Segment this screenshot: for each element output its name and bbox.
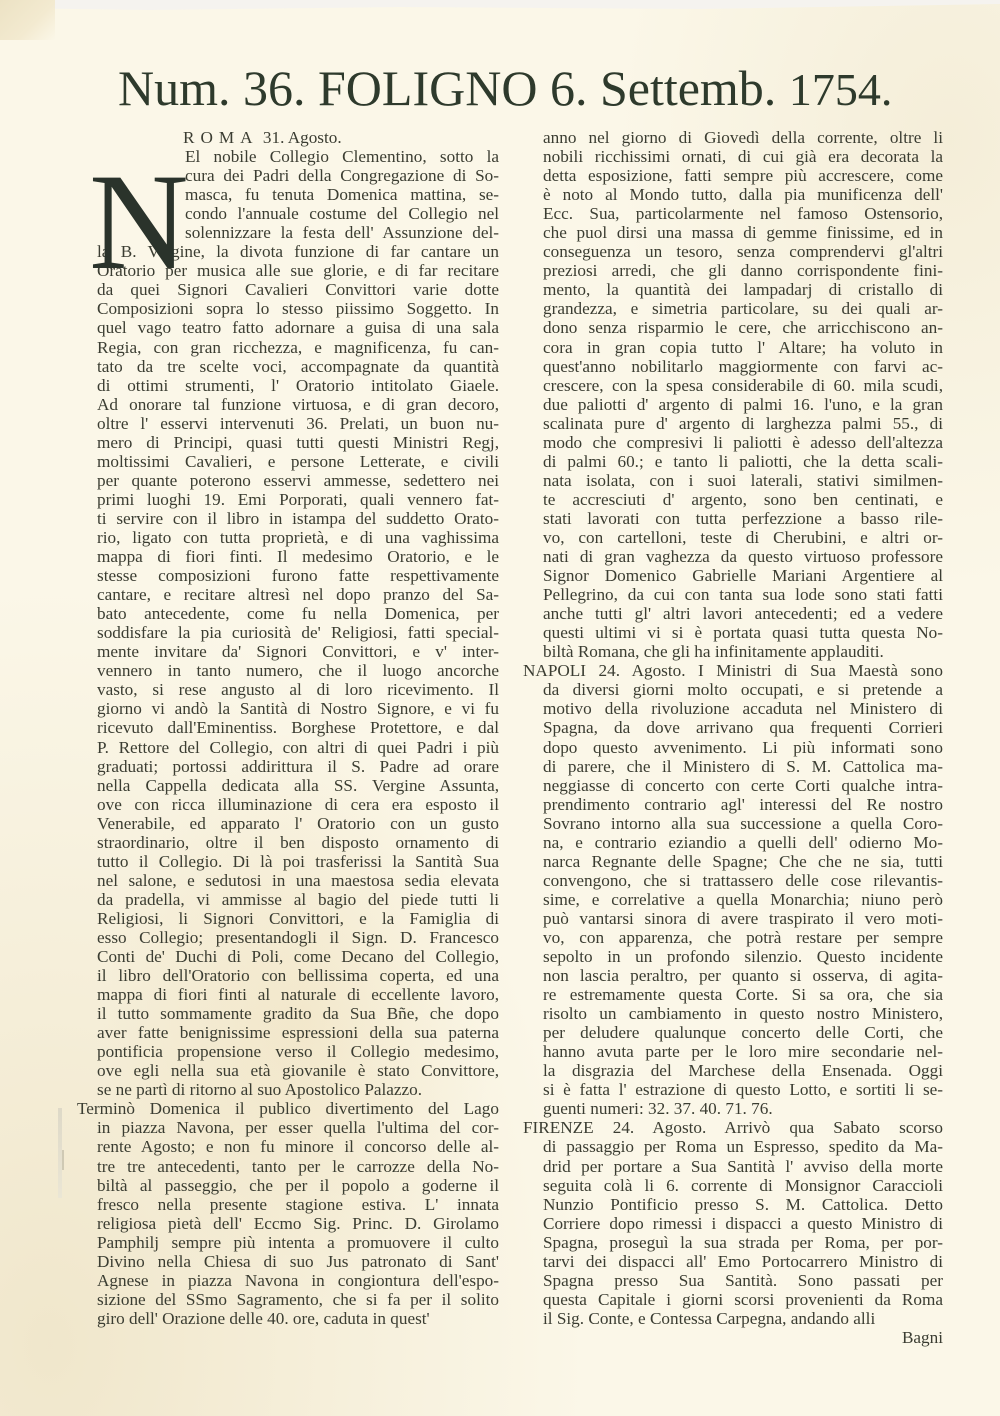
text-line: Sovrano intorno alla sua successione a quella Coro- <box>543 813 943 833</box>
text-line: guenti numeri: 32. 37. 40. 71. 76. <box>543 1099 773 1119</box>
text-line: masca, fu tenuta Domenica mattina, se- <box>185 185 499 205</box>
text-line: ove egli nella sua età giovanile è stato Convittore, <box>97 1061 499 1081</box>
text-line: condo l'annuale costume del Collegio nel <box>185 204 499 224</box>
text-line: sizione del SSmo Sagramento, che si fa per il solito <box>97 1289 499 1309</box>
text-line: la B. Vergine, la divota funzione di far cantare un <box>97 242 499 262</box>
text-line: vo, con cartelloni, teste di Cherubini, e altri or- <box>543 527 943 547</box>
issue-number: Num. 36. <box>118 60 306 116</box>
catchword: Bagni <box>901 1327 943 1347</box>
text-line: Religiosi, li Signori Convittori, e la Famiglia di <box>97 908 499 928</box>
text-line: vasto, si rese angusto al di loro ricevimento. Il <box>97 680 499 700</box>
text-line: quest'anno nobilitarlo maggiormente con farvi ac- <box>543 356 943 376</box>
text-line: tre tre antecedenti, tanto per le carrozze della No- <box>97 1156 499 1176</box>
text-line: per quante poterono esservi ammesse, sedettero nei <box>97 470 499 490</box>
text-line: te accresciuti d' argento, sono ben centinati, e <box>543 489 943 509</box>
text-line: di parere, che il Ministero di S. M. Cattolica ma- <box>543 756 943 776</box>
text-line: stati lavorati con tutta perfezzione a basso rile- <box>543 508 943 528</box>
dateline-firenze: FIRENZE 24. Agosto. Arrivò qua Sabato scorso <box>523 1118 943 1138</box>
text-line: modo che compresivi li paliotti è adesso dell'altezza <box>543 432 943 452</box>
text-line: ti servire con il libro in istampa del suddetto Orato- <box>97 508 499 528</box>
text-line: Spagna, da dove arrivano qua frequenti Corrieri <box>543 718 943 738</box>
text-line: Regia, con gran ricchezza, e magnificenza, fu can- <box>97 337 499 357</box>
text-line: cura dei Padri della Congregazione di So- <box>185 166 499 186</box>
text-line: scalinata pure d' argento di larghezza palmi 55., di <box>543 413 943 433</box>
text-line: graduati; portossi addirittura il S. Padre ad orare <box>97 756 499 776</box>
text-line: vennero in tanto numero, che il luogo ancorche <box>97 661 499 681</box>
roma-article-lago <box>77 1099 499 1328</box>
text-line: seguita colà li 6. corrente di Monsignor Caraccioli <box>543 1175 943 1195</box>
text-line: vo, con apparenza, che potrà restare per sempre <box>543 927 943 947</box>
text-line: drid per portare a Sua Santità l' avviso della morte <box>543 1156 943 1176</box>
text-line: tato da tre scelte voci, accompagnate da quantità <box>97 356 499 376</box>
text-line: risolto un cambiamento in questo nostro Ministero, <box>543 1004 943 1024</box>
text-line: Ad onorare tal funzione virtuosa, e di gran decoro, <box>97 394 499 414</box>
text-line: primi luoghi 19. Emi Porporati, quali vennero fat- <box>97 489 499 509</box>
text-line: due paliotti d' argento di palmi 16. l'uno, e la gran <box>543 394 943 414</box>
text-line: convengono, che si trattassero delle cose rilevantis- <box>543 870 943 890</box>
text-line: Venerabile, ed apparato l' Oratorio con un gusto <box>97 813 499 833</box>
text-line: il libro dell'Oratorio con bellissima coperta, ed una <box>97 966 499 986</box>
text-line: per deludere qualunque concerto delle Corti, che <box>543 1023 943 1043</box>
text-line: re estremamente questa Corte. Si sa ora, che sia <box>543 985 943 1005</box>
text-line: questa Capitale i giorni scorsi provenienti da Roma <box>543 1289 943 1309</box>
text-line: hanno avuta parte per le loro mire secondarie nel- <box>543 1042 943 1062</box>
text-line: Divino nella Chiesa di suo Jus patronato di Sant' <box>97 1251 499 1271</box>
text-line: rio, ligato con tutta proprietà, e di una vaghissima <box>97 527 499 547</box>
text-line: il tutto sommamente gradito da Sua Bñe, che dopo <box>97 1004 499 1024</box>
text-line: da diversi giorni molto occupati, e si pretende a <box>543 680 943 700</box>
text-line: biltà Romana, che gli ha infinitamente applauditi. <box>543 642 884 662</box>
text-line: Nunzio Pontificio presso S. M. Cattolica. Detto <box>543 1194 943 1214</box>
text-line: in piazza Navona, per esser quella l'ultima del cor- <box>97 1118 499 1138</box>
text-line: preziosi arredi, che gli danno corrispondente fini- <box>543 261 943 281</box>
text-line: P. Rettore del Collegio, con altri di quei Padri i più <box>97 737 499 757</box>
text-line: bato antecedente, come fu nella Domenica, per <box>97 604 499 624</box>
text-line: Conti de' Duchi di Poli, come Decano del Collegio, <box>97 947 499 967</box>
text-line: mento, la quantità dei lampadarj di cristallo di <box>543 280 943 300</box>
text-line: detta esposizione, fatti sempre più accrescere, come <box>543 166 943 186</box>
text-line: prendimento contrario agl' interessi del Re nostro <box>543 794 943 814</box>
text-line: oltre l' esservi intervenuti 36. Prelati, un buon nu- <box>97 413 499 433</box>
text-line: ricevuto dall'Eminentiss. Borghese Protettore, e dal <box>97 718 499 738</box>
text-line: sime, e correlative a quella Monarchia; niuno però <box>543 889 943 909</box>
text-line: ove con ricca illuminazione di cera era esposto il <box>97 794 499 814</box>
text-line: tarvi dei dispacci all' Emo Portocarrero Ministro di <box>543 1251 943 1271</box>
text-line: da quei Signori Cavalieri Convittori varie dotte <box>97 280 499 300</box>
text-line: il Sig. Conte, e Contessa Carpegna, andando alli <box>543 1308 876 1328</box>
text-line: cora in gran copia tutto l' Altare; ha voluto in <box>543 337 943 357</box>
masthead <box>118 58 918 118</box>
text-line: moltissimi Cavalieri, e persone Letterate, e civili <box>97 451 499 471</box>
dropcap-letter: N <box>89 145 189 299</box>
text-line: nobili ricchissimi ornati, di cui già era decorata la <box>543 147 943 167</box>
text-line: mappa di fiori finti. Il medesimo Oratorio, e le <box>97 547 499 567</box>
text-line: se ne partì di ritorno al suo Apostolico Palazzo. <box>97 1080 423 1100</box>
text-line: si è fatta l' estrazione di questo Lotto, e sortiti li se- <box>543 1080 943 1100</box>
left-column <box>77 128 499 1328</box>
text-line: nel salone, e sedutosi in una maestosa sedia elevata <box>97 870 499 890</box>
masthead-date: 6. Settemb. <box>549 60 777 116</box>
text-line: Pellegrino, da cui con tanta sua lode sono stati fatti <box>543 585 943 605</box>
text-line: quel vago teatro fatto adornare a guisa di una sala <box>97 318 499 338</box>
dateline-place: ROMA <box>183 128 259 147</box>
text-line: Agnese in piazza Navona in congiontura dell'espo- <box>97 1270 499 1290</box>
text-line: Pamphilj sempre più intenta a promuovere il culto <box>97 1232 499 1252</box>
text-line: di palmi 60.; e tanto li paliotti, che la detta scali- <box>543 451 943 471</box>
text-line: Spagna, proseguì la sua strada per Roma, per por- <box>543 1232 943 1252</box>
text-line: non lascia peraltro, per quanto si osserva, di agita- <box>543 966 943 986</box>
text-line: narca Regnante delle Spagne; Che che ne sia, tutti <box>543 851 943 871</box>
text-line: aver fatte benignissime espressioni della sua paterna <box>97 1023 499 1043</box>
text-line: Spagna presso Sua Santità. Sono passati per <box>543 1270 943 1290</box>
text-line: neggiasse di concerto con certe Corti qualche intra- <box>543 775 943 795</box>
text-line: fresco nella presente stagione estiva. L' innata <box>97 1194 499 1214</box>
right-column <box>523 128 943 1347</box>
text-line: pontificia propensione verso il Collegio medesimo, <box>97 1042 499 1062</box>
text-line: crescere, con la spesa considerabile di 60. mila scudi, <box>543 375 943 395</box>
text-line: sepolto in un profondo silenzio. Questo incidente <box>543 947 943 967</box>
paper-corner-stain <box>0 0 55 40</box>
margin-mark <box>62 1150 64 1170</box>
text-line: Terminò Domenica il publico divertimento del Lago <box>77 1099 499 1119</box>
text-line: Ecc. Sua, particolarmente nel famoso Ostensorio, <box>543 204 943 224</box>
dateline-napoli: NAPOLI 24. Agosto. I Ministri di Sua Maestà sono <box>523 661 943 681</box>
masthead-year: 1754. <box>788 64 893 115</box>
text-line: conseguenza un tesoro, senza comprendervi gl'altri <box>543 242 943 262</box>
text-line: mente invitare da' Signori Convittori, e v' inter- <box>97 642 499 662</box>
text-line: cantare, e recitare altresì nel dopo pranzo del Sa- <box>97 585 499 605</box>
text-line: mero di Principi, quasi tutti questi Ministri Regj, <box>97 432 499 452</box>
text-line: nati di gran vaghezza da questo virtuoso professore <box>543 547 943 567</box>
text-line: Signor Domenico Gabrielle Mariani Argentiere al <box>543 566 943 586</box>
text-line: di ottimi strumenti, l' Oratorio intitolato Giaele. <box>97 375 499 395</box>
text-line: giro dell' Orazione delle 40. ore, caduta in quest' <box>97 1308 430 1328</box>
text-line: na, e contrario eziandio a quelli dell' odierno Mo- <box>543 832 943 852</box>
text-line: di passaggio per Roma un Espresso, spedito da Ma- <box>543 1137 943 1157</box>
text-line: Composizioni sopra lo stesso piissimo Soggetto. In <box>97 299 499 319</box>
text-line: mappa di fiori finti al naturale di eccellente lavoro, <box>97 985 499 1005</box>
text-line: straordinario, oltre il ben disposto ornamento di <box>97 832 499 852</box>
text-line: questi ultimi vi si è portata quasi tutta questa No- <box>543 623 943 643</box>
text-line: Oratorio per musica alle sue glorie, e di far recitare <box>97 261 499 281</box>
text-line: rente Agosto; e non fu minore il concorso delle al- <box>97 1137 499 1157</box>
text-line: motivo della rivoluzione accaduta nel Ministero di <box>543 699 943 719</box>
masthead-city: FOLIGNO <box>318 60 538 116</box>
text-line: dono senza risparmio le cere, che arricchiscono an- <box>543 318 943 338</box>
text-line: esso Collegio; presentandogli il Sign. D. Francesco <box>97 927 499 947</box>
text-line: nata isolata, con i suoi laterali, stativi similmen- <box>543 470 943 490</box>
text-line: religiosa pietà dell' Eccmo Sig. Princ. D. Girolamo <box>97 1213 499 1233</box>
text-line: biltà al passeggio, che per il popolo a goderne il <box>97 1175 499 1195</box>
torn-paper-edge <box>0 0 1000 10</box>
text-line: anche tutti gl' altri lavori antecedenti; ed a vedere <box>543 604 943 624</box>
text-line: stesse composizioni furono fatte respettivamente <box>97 566 499 586</box>
text-line: El nobile Collegio Clementino, sotto la <box>185 147 499 167</box>
text-line: può vantarsi sinora di avere traspirato il vero moti- <box>543 908 943 928</box>
napoli-article-body <box>543 680 943 1118</box>
text-line: da pradella, vi ammisse al bagio del piede tutti li <box>97 889 499 909</box>
text-line: Corriere dopo rimessi i dispacci a questo Ministro di <box>543 1213 943 1233</box>
text-line: è noto al Mondo tutto, dalla pia munificenza dell' <box>543 185 943 205</box>
dateline-date: 31. Agosto. <box>262 128 342 147</box>
text-line: tutto il Collegio. Di là poi trasferissi la Santità Sua <box>97 851 499 871</box>
text-line: soddisfare la pia curiosità de' Religiosi, fatti special- <box>97 623 499 643</box>
text-line: dopo questo avvenimento. Li più informati sono <box>543 737 943 757</box>
text-line: grandezza, e simetria particolare, su dei quali ar- <box>543 299 943 319</box>
text-line: nella Cappella dedicata alla SS. Vergine Assunta, <box>97 775 499 795</box>
firenze-article-body <box>543 1137 943 1327</box>
text-line: anno nel giorno di Giovedì della corrente, oltre li <box>543 128 943 147</box>
text-line: giorno vi andò la Santità di Nostro Signore, e vi fu <box>97 699 499 719</box>
roma-article-body <box>97 242 499 1099</box>
text-line: che puol dirsi una massa di gemme finissime, ed in <box>543 223 943 243</box>
text-line: solennizzare la festa dell' Assunzione del- <box>185 223 499 243</box>
roma-article-continued <box>543 128 943 661</box>
text-line: la disgrazia del Marchese della Ensenada. Oggi <box>543 1061 943 1081</box>
